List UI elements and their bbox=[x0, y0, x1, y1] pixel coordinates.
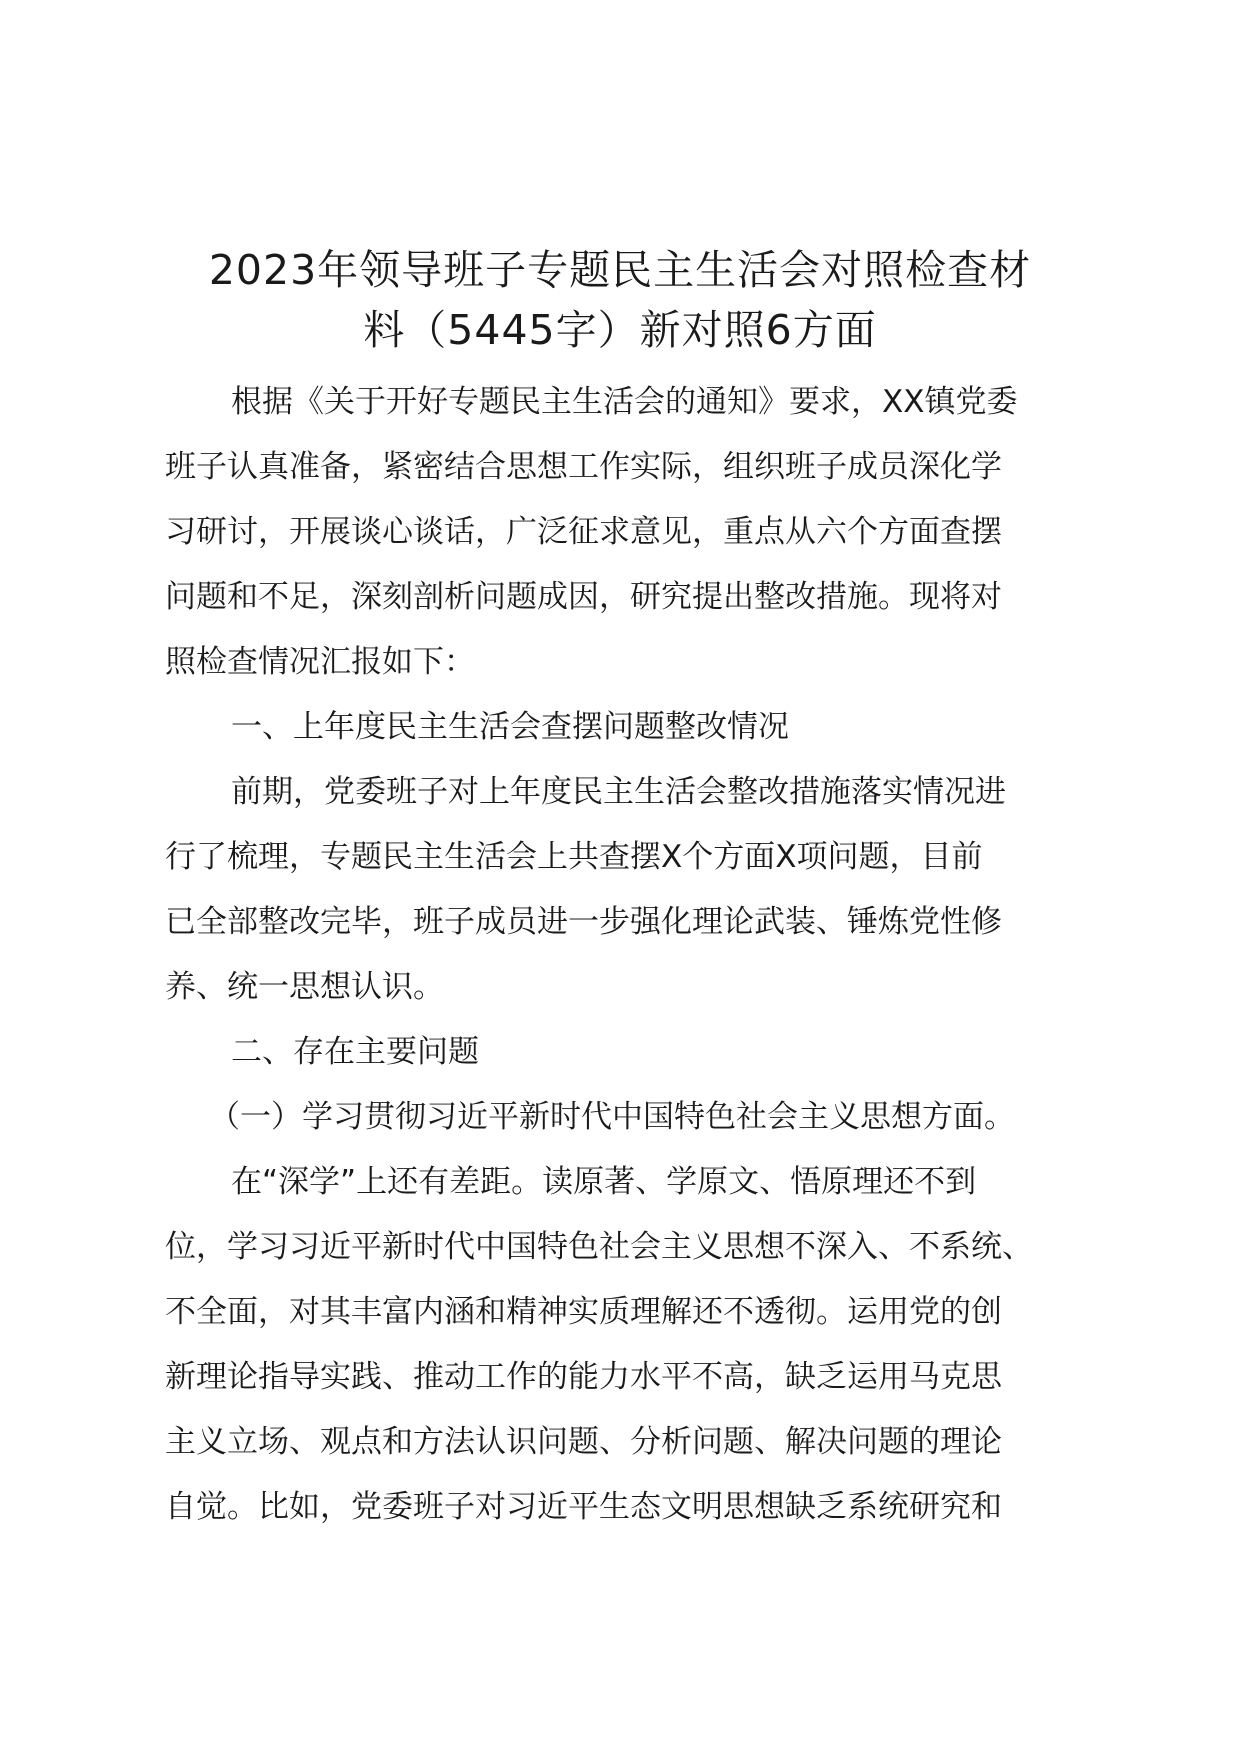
section-heading-2 bbox=[165, 1020, 1100, 1085]
document-title bbox=[150, 240, 1090, 360]
text-line: 问题和不足，深刻剖析问题成因，研究提出整改措施。现将对 bbox=[165, 579, 1002, 615]
heading-text: （一）学习贯彻习近平新时代中国特色社会主义思想方面。 bbox=[209, 1099, 1015, 1135]
subsection-heading-2-1 bbox=[165, 1085, 1100, 1150]
text-line: 养、统一思想认识。 bbox=[165, 969, 444, 1005]
text-line: 已全部整改完毕，班子成员进一步强化理论武装、锤炼党性修 bbox=[165, 904, 1002, 940]
heading-text: 二、存在主要问题 bbox=[231, 1034, 479, 1070]
text-line: 行了梳理，专题民主生活会上共查摆X个方面X项问题，目前 bbox=[165, 839, 983, 875]
text-line: 位，学习习近平新时代中国特色社会主义思想不深入、不系统、 bbox=[165, 1229, 1033, 1265]
text-line: 照检查情况汇报如下： bbox=[165, 644, 475, 680]
document-body bbox=[165, 370, 1100, 1540]
paragraph-section-2-1 bbox=[165, 1150, 1100, 1540]
text-line: 前期，党委班子对上年度民主生活会整改措施落实情况进 bbox=[231, 774, 1006, 810]
heading-text: 一、上年度民主生活会查摆问题整改情况 bbox=[231, 709, 789, 745]
text-line: 不全面，对其丰富内涵和精神实质理解还不透彻。运用党的创 bbox=[165, 1294, 1002, 1330]
text-line: 新理论指导实践、推动工作的能力水平不高，缺乏运用马克思 bbox=[165, 1359, 1002, 1395]
section-heading-1 bbox=[165, 695, 1100, 760]
title-line: 2023年领导班子专题民主生活会对照检查材 bbox=[208, 246, 1032, 294]
paragraph-intro bbox=[165, 370, 1100, 695]
text-line: 习研讨，开展谈心谈话，广泛征求意见，重点从六个方面查摆 bbox=[165, 514, 1002, 550]
title-line: 料（5445字）新对照6方面 bbox=[363, 306, 877, 354]
text-line: 根据《关于开好专题民主生活会的通知》要求，XX镇党委 bbox=[231, 384, 1018, 420]
text-line: 班子认真准备，紧密结合思想工作实际，组织班子成员深化学 bbox=[165, 449, 1002, 485]
text-line: 自觉。比如，党委班子对习近平生态文明思想缺乏系统研究和 bbox=[165, 1489, 1002, 1525]
paragraph-section-1 bbox=[165, 760, 1100, 1020]
text-line: 主义立场、观点和方法认识问题、分析问题、解决问题的理论 bbox=[165, 1424, 1002, 1460]
text-line: 在“深学”上还有差距。读原著、学原文、悟原理还不到 bbox=[231, 1164, 977, 1200]
